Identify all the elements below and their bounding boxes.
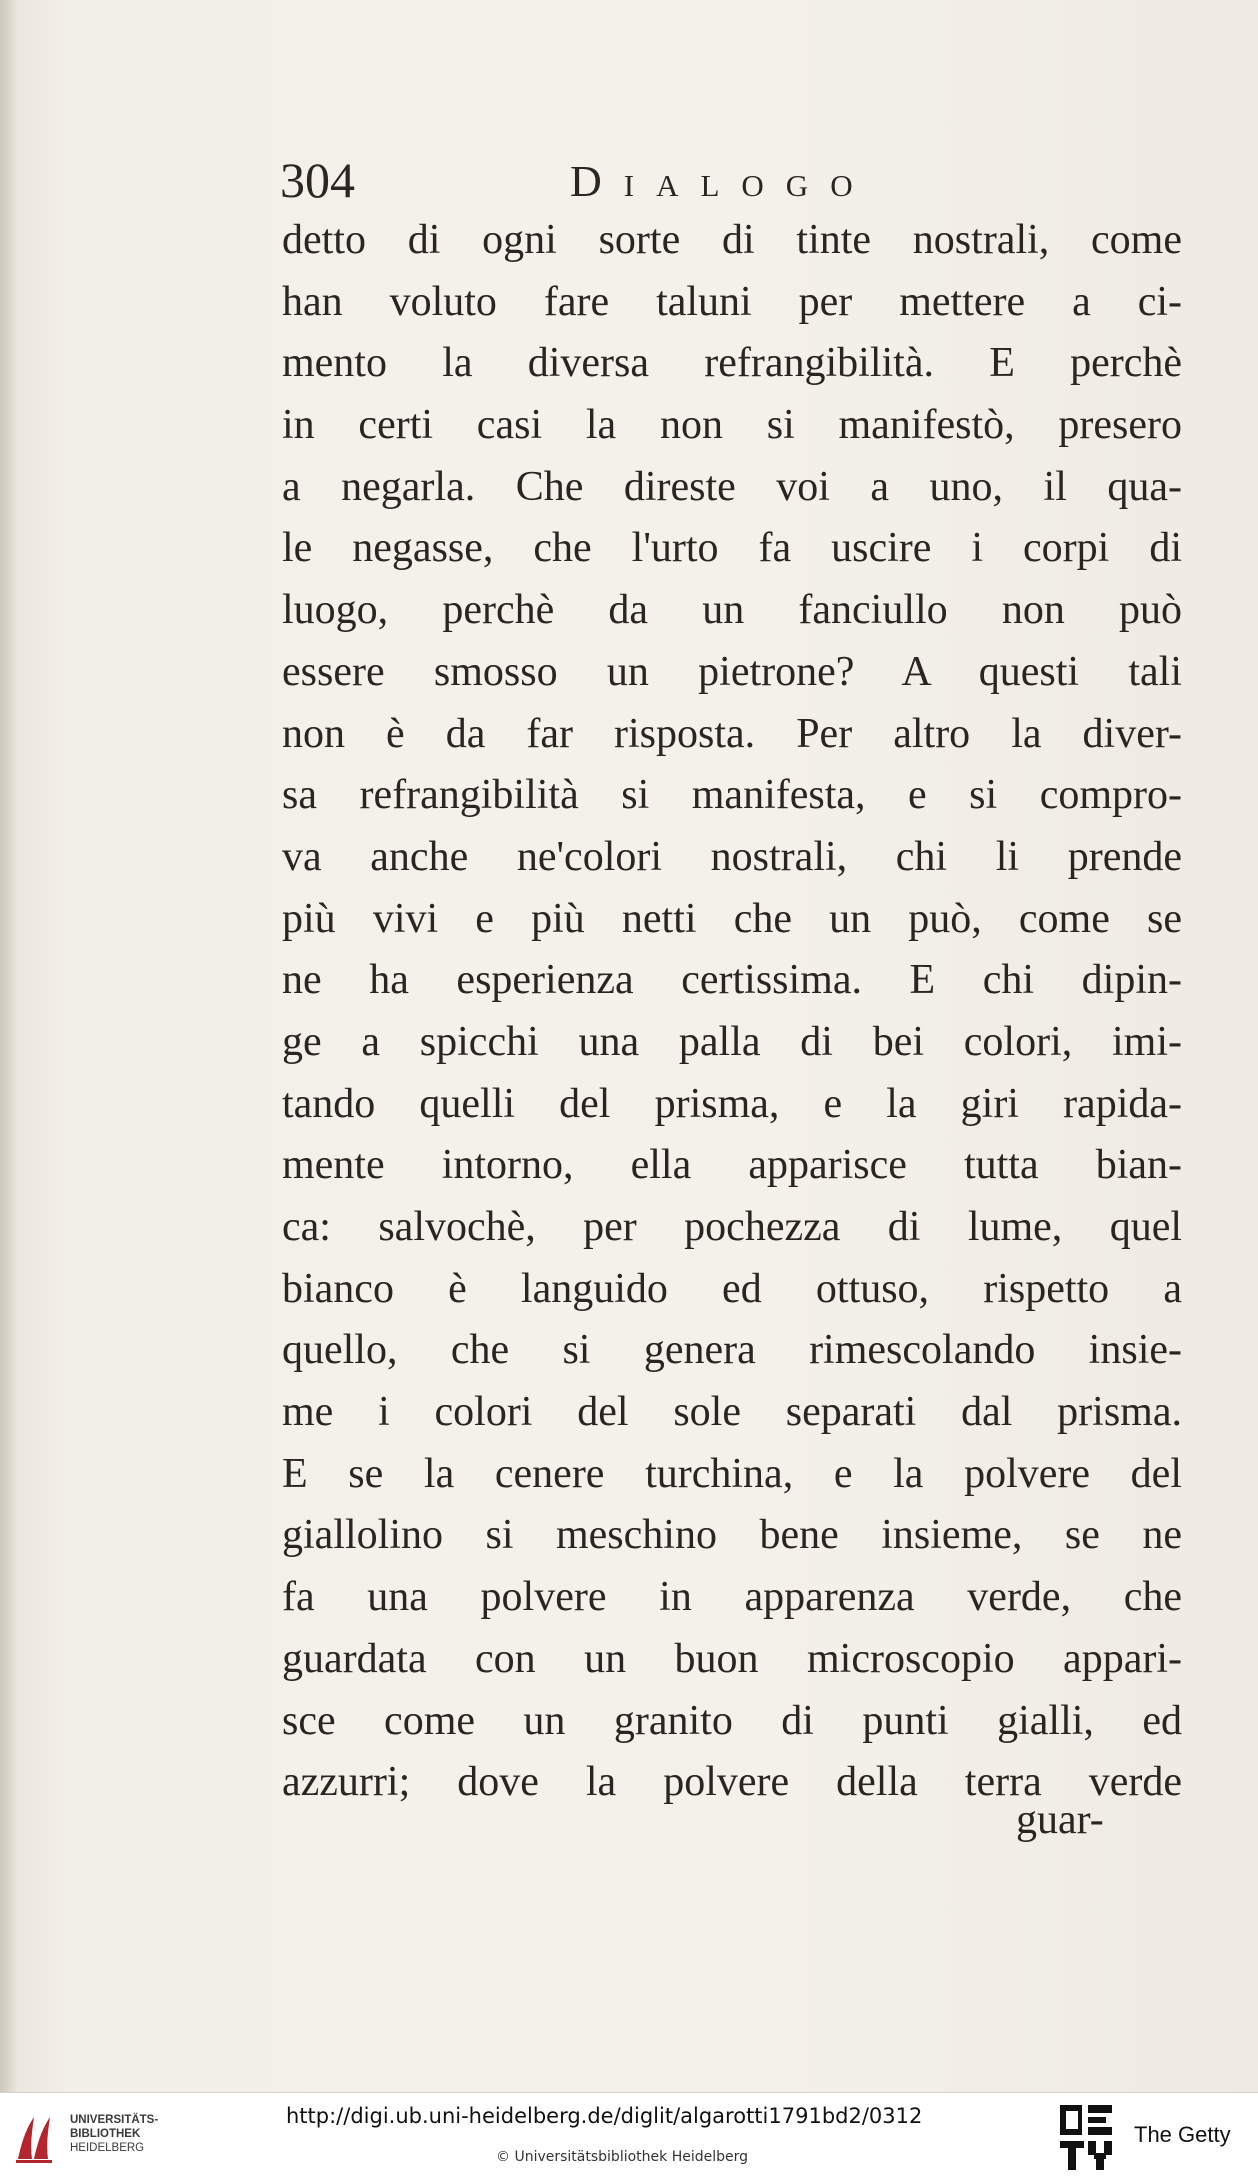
text-line: mente intorno, ella apparisce tutta bian-: [282, 1142, 1182, 1189]
text-line: tando quelli del prisma, e la giri rapida-: [282, 1080, 1182, 1127]
text-line: E se la cenere turchina, e la polvere del: [282, 1450, 1182, 1497]
text-line: detto di ogni sorte di tinte nostrali, come: [282, 217, 1182, 263]
gutter-shadow: [0, 0, 18, 2092]
copyright-notice: © Universitätsbibliothek Heidelberg: [496, 2149, 749, 2165]
text-line: mento la diversa refrangibilità. E perchè: [282, 340, 1182, 387]
page-number: 304: [280, 152, 355, 208]
library-name-line: UNIVERSITÄTS-: [70, 2114, 159, 2126]
text-line: ne ha esperienza certissima. E chi dipin-: [282, 957, 1182, 1004]
text-line: sa refrangibilità si manifesta, e si compro-: [282, 772, 1182, 819]
text-line: azzurri; dove la polvere della terra verde: [282, 1759, 1182, 1806]
text-line: ca: salvochè, per pochezza di lume, quel: [282, 1204, 1182, 1250]
text-line: bianco è languido ed ottuso, rispetto a: [282, 1265, 1182, 1312]
text-line: va anche ne'colori nostrali, chi li prende: [282, 833, 1182, 880]
body-text: [282, 210, 1182, 1814]
text-line: fa una polvere in apparenza verde, che: [282, 1574, 1182, 1621]
text-line: quello, che si genera rimescolando insie-: [282, 1327, 1182, 1374]
text-line: luogo, perchè da un fanciullo non può: [282, 587, 1182, 634]
text-line: giallolino si meschino bene insieme, se ne: [282, 1512, 1182, 1559]
viewer-footer: [0, 2092, 1258, 2183]
catchword: guar-: [1016, 1797, 1104, 1843]
permalink-url[interactable]: http://digi.ub.uni-heidelberg.de/diglit/algarotti1791bd2/0312: [286, 2104, 923, 2128]
text-line: han voluto fare taluni per mettere a ci-: [282, 278, 1182, 325]
text-line: a negarla. Che direste voi a uno, il qua-: [282, 463, 1182, 510]
text-line: in certi casi la non si manifestò, presero: [282, 402, 1182, 449]
running-title: Dialogo: [570, 157, 875, 206]
text-line: più vivi e più netti che un può, come se: [282, 895, 1182, 942]
text-line: essere smosso un pietrone? A questi tali: [282, 648, 1182, 695]
library-name-line: BIBLIOTHEK: [70, 2128, 141, 2140]
text-line: guardata con un buon microscopio appari-: [282, 1635, 1182, 1682]
text-line: non è da far risposta. Per altro la diver-: [282, 710, 1182, 757]
sponsor-name: The Getty: [1134, 2122, 1231, 2147]
text-line: ge a spicchi una palla di bei colori, imi-: [282, 1018, 1182, 1065]
running-head: [280, 150, 1220, 210]
library-name-line: HEIDELBERG: [70, 2142, 145, 2154]
text-line: sce come un granito di punti gialli, ed: [282, 1697, 1182, 1744]
library-name: [70, 2113, 158, 2155]
text-line: le negasse, che l'urto fa uscire i corpi di: [282, 525, 1182, 572]
getty-logo-icon[interactable]: [1058, 2103, 1116, 2173]
library-logo[interactable]: [12, 2107, 182, 2169]
library-emblem-icon: [12, 2111, 58, 2165]
text-line: me i colori del sole separati dal prisma.: [282, 1389, 1182, 1436]
